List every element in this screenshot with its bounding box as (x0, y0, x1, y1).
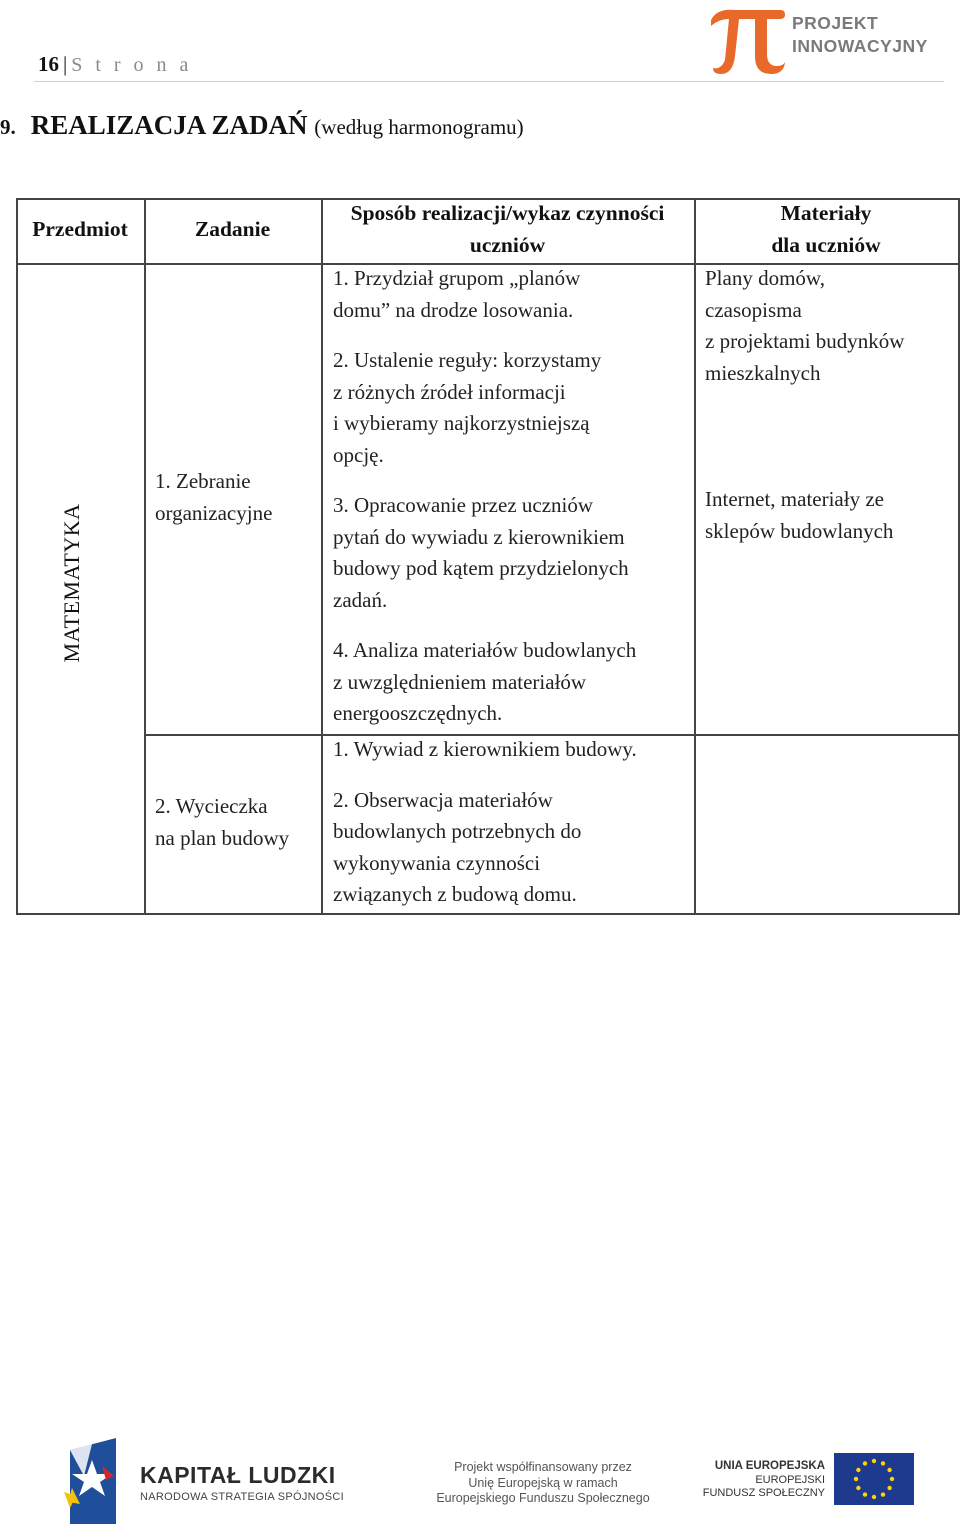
eu-line-3: FUNDUSZ SPOŁECZNY (702, 1487, 825, 1499)
cofinancing-line-2: Unię Europejską w ramach (468, 1475, 618, 1490)
step-1-4 (333, 635, 693, 730)
material-line: z projektami budynków (705, 329, 905, 353)
kapital-ludzki-logo-icon (62, 1436, 124, 1526)
step-line: 2. Ustalenie reguły: korzystamy (333, 348, 602, 372)
header-materials-line-2: dla uczniów (771, 232, 881, 257)
step-1-1 (333, 263, 693, 326)
task-2 (155, 791, 289, 854)
task-2-line-1: 2. Wycieczka (155, 794, 268, 818)
material-line: sklepów budowlanych (705, 518, 894, 543)
eu-line-1: UNIA EUROPEJSKA (714, 1460, 825, 1472)
projekt-innowacyjny-logo (792, 12, 928, 58)
step-2-1 (333, 734, 693, 766)
section-title: REALIZACJA ZADAŃ (30, 110, 308, 140)
section-number: 9. (0, 115, 16, 139)
col-divider-2 (321, 198, 323, 914)
task-2-steps (333, 734, 693, 911)
kapital-ludzki-subtitle: NARODOWA STRATEGIA SPÓJNOŚCI (140, 1491, 344, 1503)
cofinancing-line-1: Projekt współfinansowany przez (454, 1460, 632, 1474)
step-line: z różnych źródeł informacji (333, 379, 566, 404)
step-line: 2. Obserwacja materiałów (333, 787, 553, 812)
projekt-innowacyjny-pi-icon (707, 4, 787, 76)
subject-label: MATEMATYKA (59, 503, 84, 663)
page-number (38, 52, 192, 77)
header-rule (34, 81, 944, 82)
page-number-value: 16 (38, 52, 59, 76)
material-line: czasopisma (705, 297, 802, 322)
cofinancing-note (418, 1460, 668, 1507)
step-line: zadań. (333, 587, 388, 612)
header-subject: Przedmiot (32, 217, 128, 241)
materials-1b (705, 484, 955, 547)
col-divider-3 (694, 198, 696, 914)
task-table (16, 198, 960, 914)
step-line: energooszczędnych. (333, 701, 503, 725)
header-materials-line-1: Materiały (780, 201, 872, 225)
step-line: wykonywania czynności (333, 850, 541, 875)
header-method-line-1: Sposób realizacji/wykaz czynności (350, 201, 665, 225)
header-materials (694, 198, 958, 261)
step-line: budowy pod kątem przydzielonych (333, 556, 629, 580)
materials-row-divider (694, 734, 960, 736)
cofinancing-line-3: Europejskiego Funduszu Społecznego (436, 1491, 650, 1505)
task-1 (155, 466, 272, 529)
step-1-2 (333, 345, 693, 471)
table-border-right (958, 198, 960, 914)
header-task: Zadanie (194, 217, 271, 241)
step-line: 1. Przydział grupom „planów (333, 266, 581, 290)
eu-fund-text (700, 1460, 825, 1501)
page-word: S t r o n a (71, 54, 193, 76)
step-1-3 (333, 490, 693, 616)
task-1-steps (333, 263, 693, 730)
task-2-line-2: na plan budowy (155, 825, 290, 850)
header-method-line-2: uczniów (469, 232, 546, 257)
material-line: mieszkalnych (705, 360, 821, 385)
eu-line-2: EUROPEJSKI (755, 1473, 825, 1486)
header-method (321, 198, 694, 261)
material-line: Internet, materiały ze (705, 487, 884, 511)
step-line: z uwzględnieniem materiałów (333, 669, 587, 694)
step-line: 4. Analiza materiałów budowlanych (333, 638, 637, 662)
material-line: Plany domów, (705, 266, 825, 290)
step-line: budowlanych potrzebnych do (333, 819, 582, 843)
step-line: i wybieramy najkorzystniejszą (333, 411, 590, 435)
task-1-line-1: 1. Zebranie (155, 469, 251, 493)
table-border-bottom (16, 913, 960, 915)
col-divider-1 (144, 198, 146, 914)
table-border-left (16, 198, 18, 914)
step-line: opcję. (333, 442, 384, 467)
kapital-ludzki-title: KAPITAŁ LUDZKI (140, 1462, 336, 1488)
step-line: związanych z budową domu. (333, 882, 577, 906)
step-line: 1. Wywiad z kierownikiem budowy. (333, 737, 637, 761)
section-heading (0, 110, 524, 141)
kapital-ludzki-text (140, 1462, 344, 1503)
task-1-line-2: organizacyjne (155, 500, 273, 525)
logo-line-2: INNOWACYJNY (792, 36, 928, 56)
eu-flag-icon (834, 1453, 914, 1505)
section-subtitle: (według harmonogramu) (314, 115, 524, 139)
step-line: domu” na drodze losowania. (333, 297, 574, 322)
materials-1a (705, 263, 955, 389)
step-line: pytań do wywiadu z kierownikiem (333, 524, 625, 549)
step-line: 3. Opracowanie przez uczniów (333, 493, 594, 517)
logo-line-1: PROJEKT (792, 13, 879, 33)
step-2-2 (333, 785, 693, 911)
page-separator: | (63, 52, 68, 76)
